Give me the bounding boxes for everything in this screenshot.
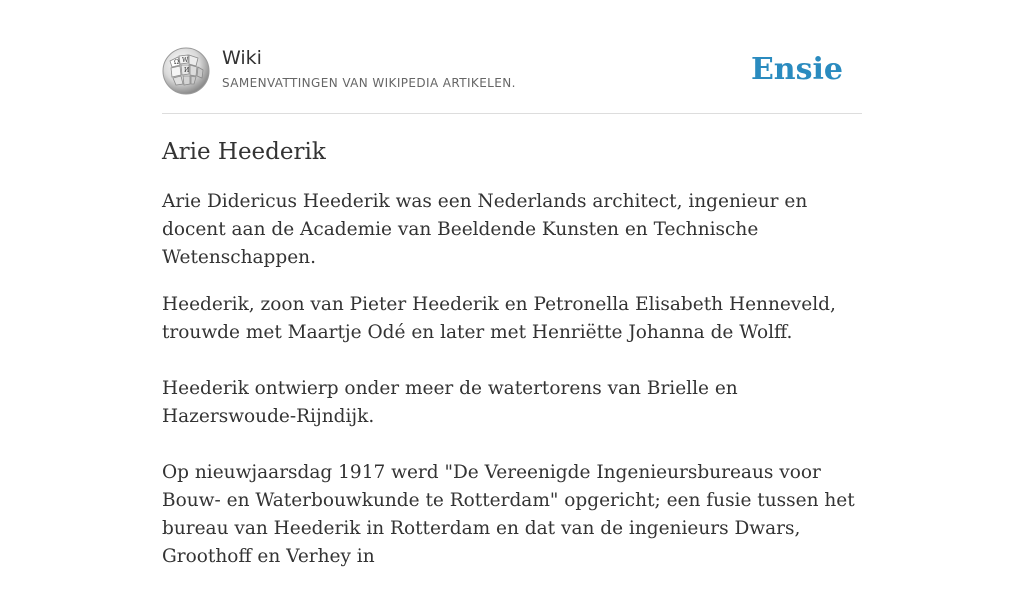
article-paragraph: Heederik, zoon van Pieter Heederik en Petronella Elisabeth Henneveld, trouwde met Maartje Odé en later met Henriëtte Johanna de Wolff. (162, 294, 836, 343)
article-paragraph: Heederik ontwierp onder meer de watertorens van Brielle en Hazerswoude-Rijndijk. (162, 378, 738, 427)
page-title: Arie Heederik (162, 139, 326, 165)
header-divider (162, 113, 862, 114)
article-intro: Arie Didericus Heederik was een Nederlands architect, ingenieur en docent aan de Academie van Beeldende Kunsten en Technische Wetenschappen. (162, 191, 808, 268)
svg-text:W: W (182, 57, 189, 64)
site-title[interactable]: Wiki (222, 47, 262, 69)
ensie-brand-logo[interactable]: Ensie (750, 52, 843, 87)
site-header (162, 44, 862, 114)
article-content (162, 136, 862, 599)
svg-text:Ω: Ω (174, 59, 179, 66)
svg-text:И: И (184, 67, 190, 74)
site-tagline: SAMENVATTINGEN VAN WIKIPEDIA ARTIKELEN. (222, 76, 516, 90)
wikipedia-globe-icon[interactable] (162, 47, 210, 95)
article-paragraph: Op nieuwjaarsdag 1917 werd "De Vereenigde Ingenieursbureaus voor Bouw- en Waterbouwkunde te Rotterdam" opgericht; een fusie tussen het bureau van Heederik in Rotterdam en dat van de ingenieurs Dwars, Groothoff en Verhey in (162, 462, 855, 567)
